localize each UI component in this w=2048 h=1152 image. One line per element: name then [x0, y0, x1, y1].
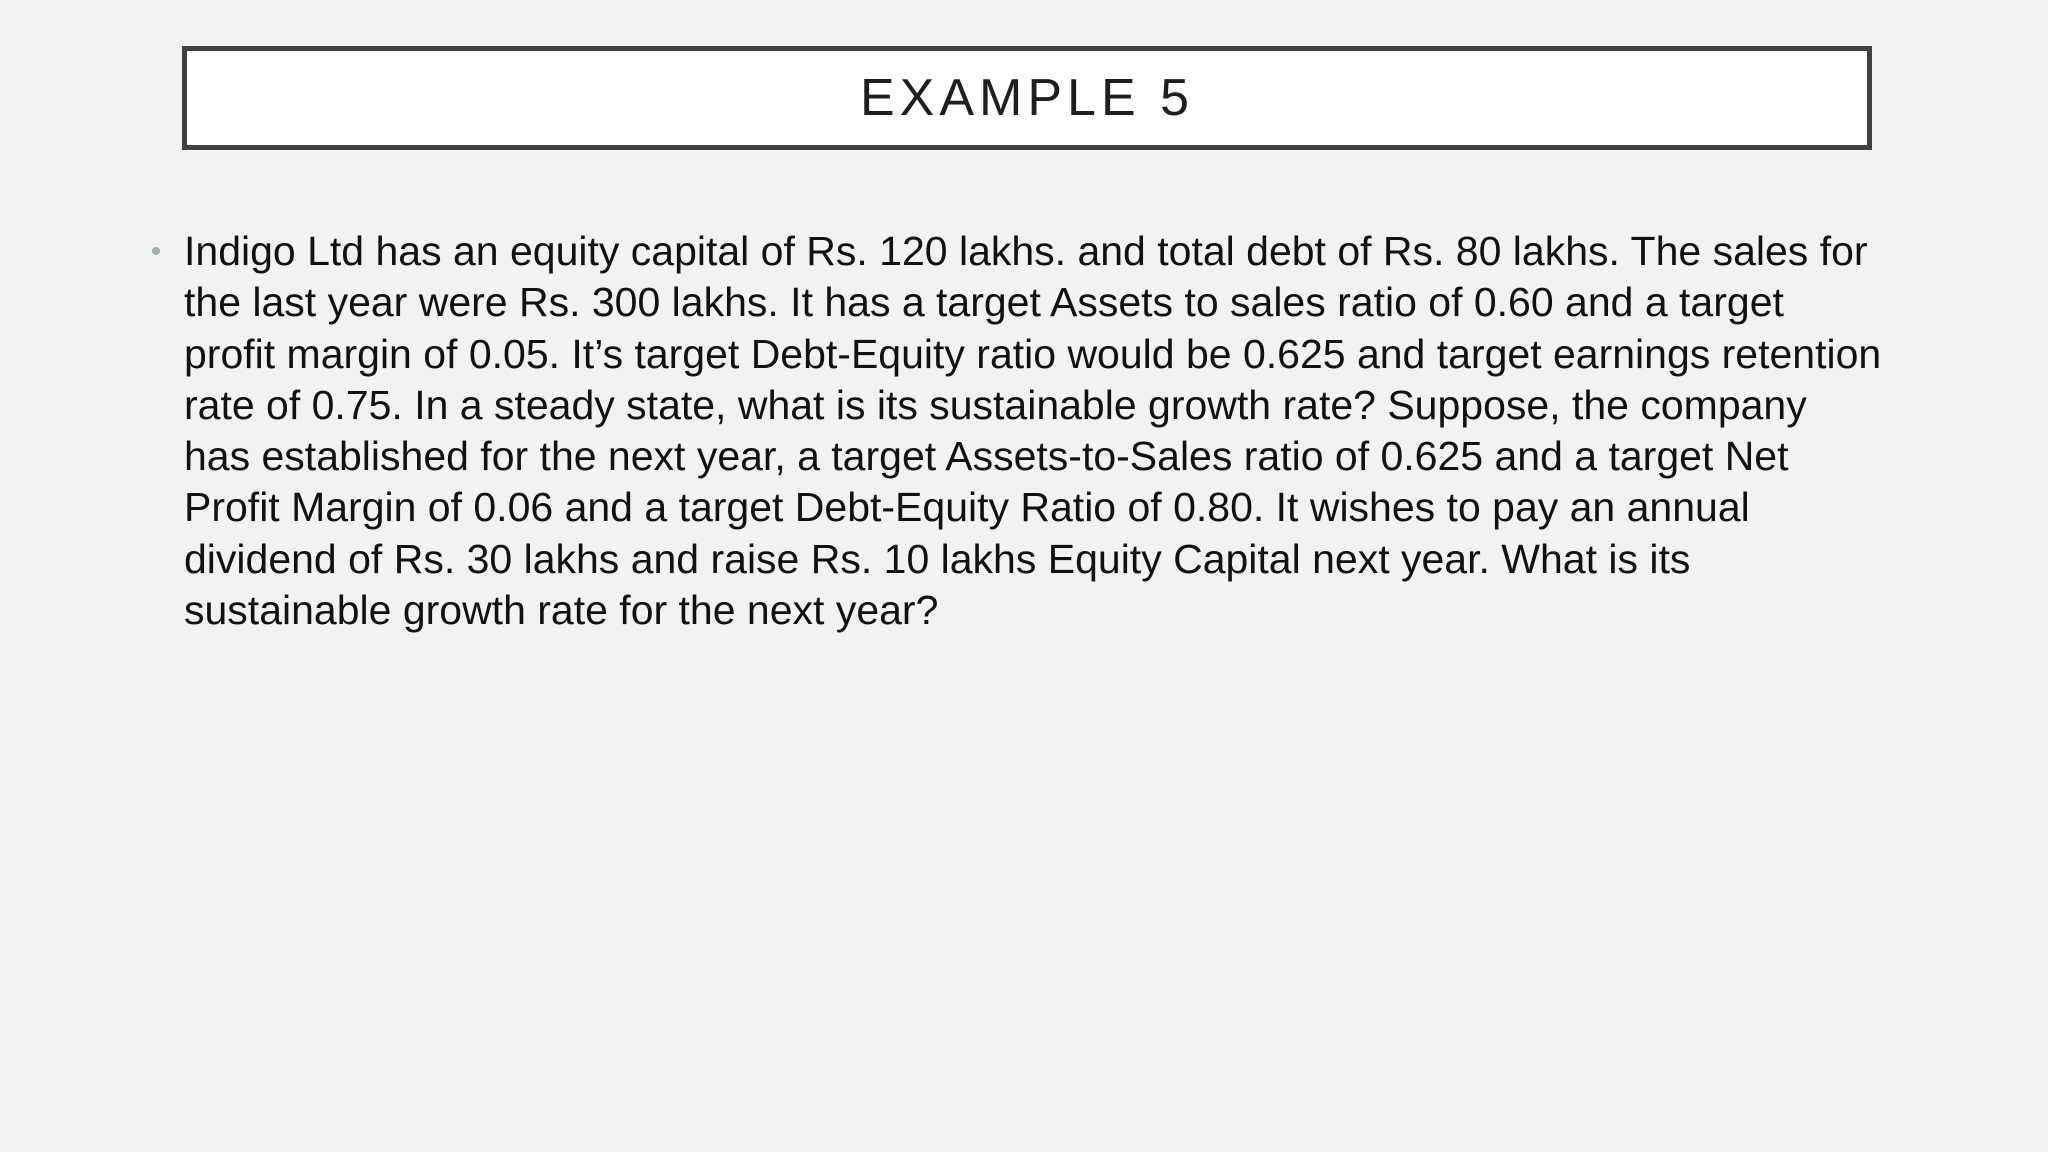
slide-title: EXAMPLE 5 — [859, 69, 1195, 127]
title-box — [182, 46, 1872, 150]
bullet-list — [144, 226, 1884, 636]
bullet-marker: • — [150, 235, 162, 268]
bullet-item — [144, 226, 1884, 636]
bullet-text: Indigo Ltd has an equity capital of Rs. 120 lakhs. and total debt of Rs. 80 lakhs. The sales for the last year were Rs. 300 lakhs. It has a target Assets to sales ratio of 0.60 and a target profit margin of 0.05. It’s target Debt-Equity ratio would be 0.625 and target earnings retention rate of 0.75. In a steady state, what is its sustainable growth rate? Suppose, the company has established for the next year, a target Assets-to-Sales ratio of 0.625 and a target Net Profit Margin of 0.06 and a target Debt-Equity Ratio of 0.80. It wishes to pay an annual dividend of Rs. 30 lakhs and raise Rs. 10 lakhs Equity Capital next year. What is its sustainable growth rate for the next year? — [184, 228, 1882, 634]
